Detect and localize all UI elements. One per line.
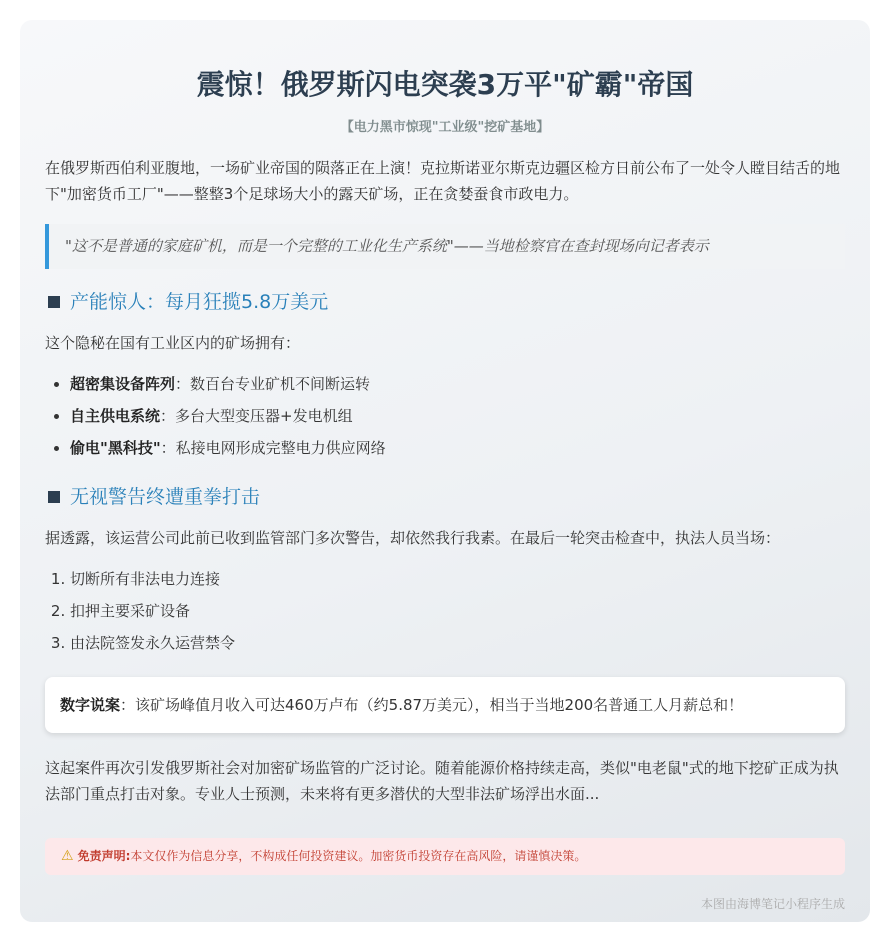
square-bullet-icon: [48, 491, 60, 503]
feature-list: [45, 368, 845, 464]
list-item: [70, 368, 845, 400]
section-heading-capacity: [45, 289, 845, 315]
list-item-bold: 超密集设备阵列: [70, 375, 176, 393]
list-item-text: ：多台大型变压器+发电机组: [160, 407, 353, 425]
disclaimer-box: [45, 838, 845, 875]
footer-credit: 本图由海博笔记小程序生成: [700, 897, 845, 911]
list-item-text: ：数百台专业矿机不间断运转: [175, 375, 371, 393]
square-bullet-icon: [48, 296, 60, 308]
article-card: [20, 20, 870, 922]
intro-paragraph: 在俄罗斯西伯利亚腹地，一场矿业帝国的陨落正在上演！克拉斯诺亚尔斯克边疆区检方日前公布了一处令人瞠目结舌的地下"加密货币工厂"——整整3个足球场大小的露天矿场，正在贪婪蚕食市政电力。: [45, 159, 841, 203]
section-heading-text: 产能惊人：每月狂揽5.8万美元: [70, 291, 329, 313]
action-list: [45, 563, 845, 659]
list-item-text: ：私接电网形成完整电力供应网络: [160, 439, 386, 457]
article-title: 震惊！俄罗斯闪电突袭3万平"矿霸"帝国: [196, 68, 694, 101]
list-item: [70, 432, 845, 464]
stat-label: 数字说案: [60, 696, 121, 714]
stat-text: ：该矿场峰值月收入可达460万卢布（约5.87万美元），相当于当地200名普通工人月薪总和！: [120, 696, 744, 714]
article-subtitle: 【电力黑市惊现"工业级"挖矿基地】: [340, 120, 550, 135]
section-heading-crackdown: [45, 484, 845, 510]
list-item: 2. 扣押主要采矿设备: [70, 595, 845, 627]
section1-intro: 这个隐秘在国有工业区内的矿场拥有：: [45, 334, 301, 352]
section2-intro: 据透露，该运营公司此前已收到监管部门多次警告，却依然我行我素。在最后一轮突击检查中，执法人员当场：: [45, 529, 781, 547]
warning-icon: ⚠: [61, 848, 74, 864]
list-item: [70, 400, 845, 432]
list-item-bold: 偷电"黑科技": [70, 439, 161, 457]
stat-callout: [45, 677, 845, 733]
list-item-bold: 自主供电系统: [70, 407, 161, 425]
list-item: 3. 由法院签发永久运营禁令: [70, 627, 845, 659]
section-heading-text: 无视警告终遭重拳打击: [70, 486, 261, 508]
disclaimer-label: 免责声明:: [77, 849, 131, 863]
quote-block: "这不是普通的家庭矿机，而是一个完整的工业化生产系统"——当地检察官在查封现场向记者表示: [45, 224, 845, 269]
list-item: 1. 切断所有非法电力连接: [70, 563, 845, 595]
disclaimer-text: 本文仅作为信息分享，不构成任何投资建议。加密货币投资存在高风险，请谨慎决策。: [130, 849, 587, 863]
closing-paragraph: 这起案件再次引发俄罗斯社会对加密矿场监管的广泛讨论。随着能源价格持续走高，类似"电老鼠"式的地下挖矿正成为执法部门重点打击对象。专业人士预测，未来将有更多潜伏的大型非法矿场浮出水面...: [45, 759, 839, 803]
